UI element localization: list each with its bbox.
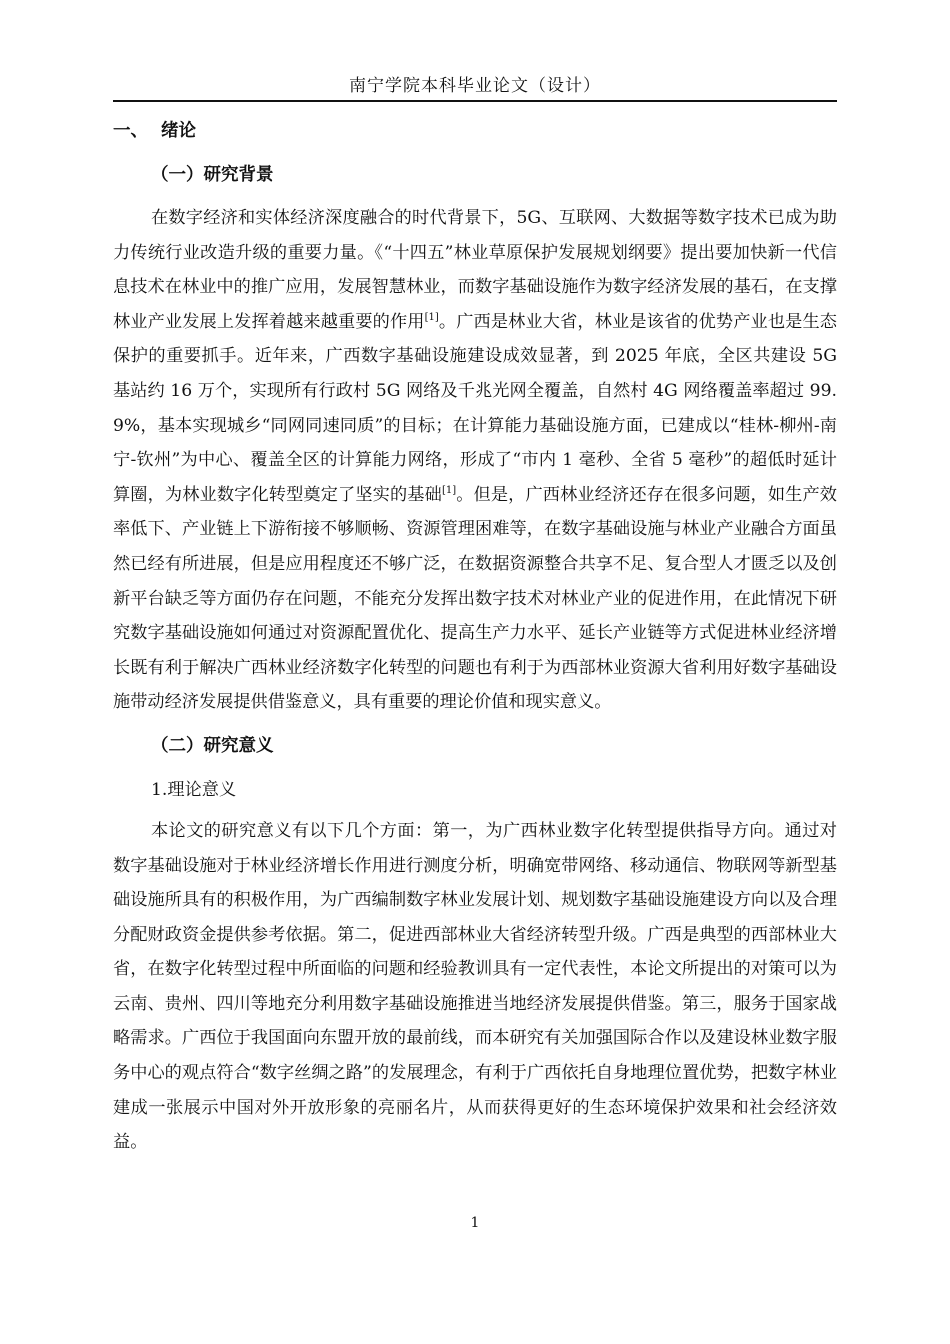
section-heading-significance: （二）研究意义 [151,735,274,756]
background-paragraph [113,201,837,720]
background-text-part-1: 在数字经济和实体经济深度融合的时代背景下，5G、互联网、大数据等数字技术已成为助力传统行业改造升级的重要力量。《“十四五”林业草原保护发展规划纲要》提出要加快新一代信息技术在林业中的推广应用，发展智慧林业，而数字基础设施作为数字经济发展的基石，在支撑林业产业发展上发挥着越来越重要的作用 [113,208,837,332]
chapter-number: 一、 [113,121,148,141]
background-text-part-3: 。但是，广西林业经济还存在很多问题，如生产效率低下、产业链上下游衔接不够顺畅、资源管理困难等，在数字基础设施与林业产业融合方面虽然已经有所进展，但是应用程度还不够广泛，在数据资源整合共享不足、复合型人才匮乏以及创新平台缺乏等方面仍存在问题，不能充分发挥出数字技术对林业产业的促进作用，在此情况下研究数字基础设施如何通过对资源配置优化、提高生产力水平、延长产业链等方式促进林业经济增长既有利于解决广西林业经济数字化转型的问题也有利于为西部林业资源大省利用好数字基础设施带动经济发展提供借鉴意义，具有重要的理论价值和现实意义。 [113,484,837,713]
background-text-part-2: 。广西是林业大省，林业是该省的优势产业也是生态保护的重要抓手。近年来，广西数字基础设施建设成效显著，到 2025 年底，全区共建设 5G 基站约 16 万个，实现所有行政村 5G 网络及千兆光网全覆盖，自然村 4G 网络覆盖率超过 99.9%，基本实现城乡“同网同速同质”的目标；在计算能力基础设施方面，已建成以“桂林-柳州-南宁-钦州”为中心、覆盖全区的计算能力网络，形成了“市内 1 毫秒、全省 5 毫秒”的超低时延计算圈，为林业数字化转型奠定了坚实的基础 [113,311,837,505]
citation-marker: [1] [441,484,457,496]
running-header: 南宁学院本科毕业论文（设计） [349,76,601,96]
page-number: 1 [470,1215,480,1231]
section-heading-background: （一）研究背景 [151,165,274,185]
significance-paragraph: 本论文的研究意义有以下几个方面：第一，为广西林业数字化转型提供指导方向。通过对数字基础设施对于林业经济增长作用进行测度分析，明确宽带网络、移动通信、物联网等新型基础设施所具有的积极作用，为广西编制数字林业发展计划、规划数字基础设施建设方向以及合理分配财政资金提供参考依据。第二，促进西部林业大省经济转型升级。广西是典型的西部林业大省，在数字化转型过程中所面临的问题和经验教训具有一定代表性，本论文所提出的对策可以为云南、贵州、四川等地充分利用数字基础设施推进当地经济发展提供借鉴。第三，服务于国家战略需求。广西位于我国面向东盟开放的最前线，而本研究有关加强国际合作以及建设林业数字服务中心的观点符合“数字丝绸之路”的发展理念，有利于广西依托自身地理位置优势，把数字林业建成一张展示中国对外开放形象的亮丽名片，从而获得更好的生态环境保护效果和社会经济效益。 [113,820,837,1153]
subsection-heading-theory: 1.理论意义 [151,779,237,800]
citation-marker: [1] [424,311,439,323]
page-body [113,113,837,1160]
chapter-title: 绪论 [161,121,196,141]
header-rule [113,100,837,102]
chapter-heading [113,113,837,149]
